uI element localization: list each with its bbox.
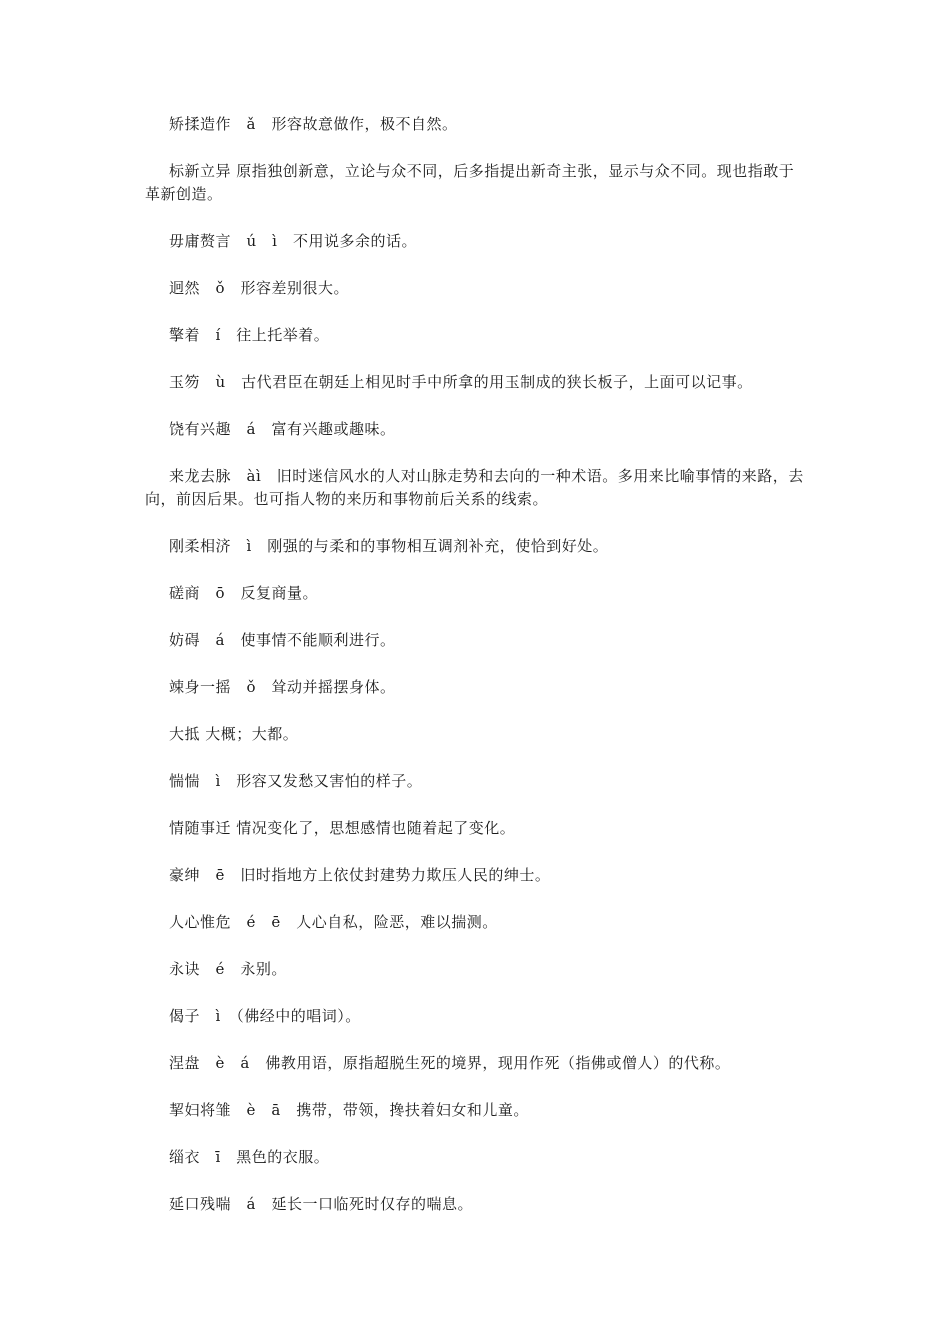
- entry-yongjue: [145, 958, 805, 981]
- entry-ziyi: [145, 1146, 805, 1169]
- entry-text: 涅盘 è á 佛教用语，原指超脱生死的境界，现用作死（指佛或僧人）的代称。: [169, 1054, 731, 1072]
- document-page: [145, 113, 805, 1240]
- entry-text: 永诀 é 永别。: [169, 960, 287, 978]
- entry-yankoucanchuan: [145, 1193, 805, 1216]
- entry-text: 矫揉造作 ǎ 形容故意做作，极不自然。: [169, 115, 458, 133]
- entry-fangai: [145, 629, 805, 652]
- entry-text: 玉笏 ù 古代君臣在朝廷上相见时手中所拿的用玉制成的狭长板子，上面可以记事。: [169, 373, 753, 391]
- entry-text: 刚柔相济 ì 刚强的与柔和的事物相互调剂补充，使恰到好处。: [169, 537, 609, 555]
- entry-dadi: [145, 723, 805, 746]
- entry-cuoshang: [145, 582, 805, 605]
- entry-text: 惴惴 ì 形容又发愁又害怕的样子。: [169, 772, 423, 790]
- entry-text: 偈子 ì （佛经中的唱词）。: [169, 1007, 361, 1025]
- entry-qingsuishiqian: [145, 817, 805, 840]
- entry-text: 情随事迁 情况变化了，思想感情也随着起了变化。: [169, 819, 516, 837]
- entry-niepan: [145, 1052, 805, 1075]
- entry-text: 擎着 í 往上托举着。: [169, 326, 330, 344]
- entry-text: 迥然 ǒ 形容差别很大。: [169, 279, 350, 297]
- entry-text: 妨碍 á 使事情不能顺利进行。: [169, 631, 396, 649]
- entry-yuhu: [145, 371, 805, 394]
- entry-text: 缁衣 ī 黑色的衣服。: [169, 1148, 330, 1166]
- entry-text: 磋商 ō 反复商量。: [169, 584, 319, 602]
- entry-jiongran: [145, 277, 805, 300]
- entry-jiaorouzaozuo: [145, 113, 805, 136]
- entry-gangrouxiangji: [145, 535, 805, 558]
- entry-raoyouxingqu: [145, 418, 805, 441]
- entry-text: 竦身一摇 ǒ 耸动并摇摆身体。: [169, 678, 396, 696]
- entry-biaoxinliyi: [145, 160, 805, 206]
- entry-text: 毋庸赘言 ú ì 不用说多余的话。: [169, 232, 417, 250]
- entry-text: 挈妇将雏 è ā 携带，带领，搀扶着妇女和儿童。: [169, 1101, 529, 1119]
- entry-qiefujiangchu: [145, 1099, 805, 1122]
- entry-text: 大抵 大概；大都。: [169, 725, 299, 743]
- entry-text: 饶有兴趣 á 富有兴趣或趣味。: [169, 420, 396, 438]
- entry-text: 延口残喘 á 延长一口临死时仅存的喘息。: [169, 1195, 473, 1213]
- entry-haoshen: [145, 864, 805, 887]
- entry-jizi: [145, 1005, 805, 1028]
- entry-songshenyiyao: [145, 676, 805, 699]
- entry-text: 来龙去脉 àì 旧时迷信风水的人对山脉走势和去向的一种术语。多用来比喻事情的来路，去向，前因后果。也可指人物的来历和事物前后关系的线索。: [145, 467, 804, 508]
- entry-wuyongzhuiyan: [145, 230, 805, 253]
- entry-renxinweiwei: [145, 911, 805, 934]
- entry-text: 豪绅 ē 旧时指地方上依仗封建势力欺压人民的绅士。: [169, 866, 551, 884]
- entry-qingzhe: [145, 324, 805, 347]
- entry-text: 标新立异 原指独创新意，立论与众不同，后多指提出新奇主张，显示与众不同。现也指敢于革新创造。: [145, 162, 795, 203]
- entry-lailongqumai: [145, 465, 805, 511]
- entry-zhuizhui: [145, 770, 805, 793]
- entry-text: 人心惟危 é ē 人心自私，险恶，难以揣测。: [169, 913, 498, 931]
